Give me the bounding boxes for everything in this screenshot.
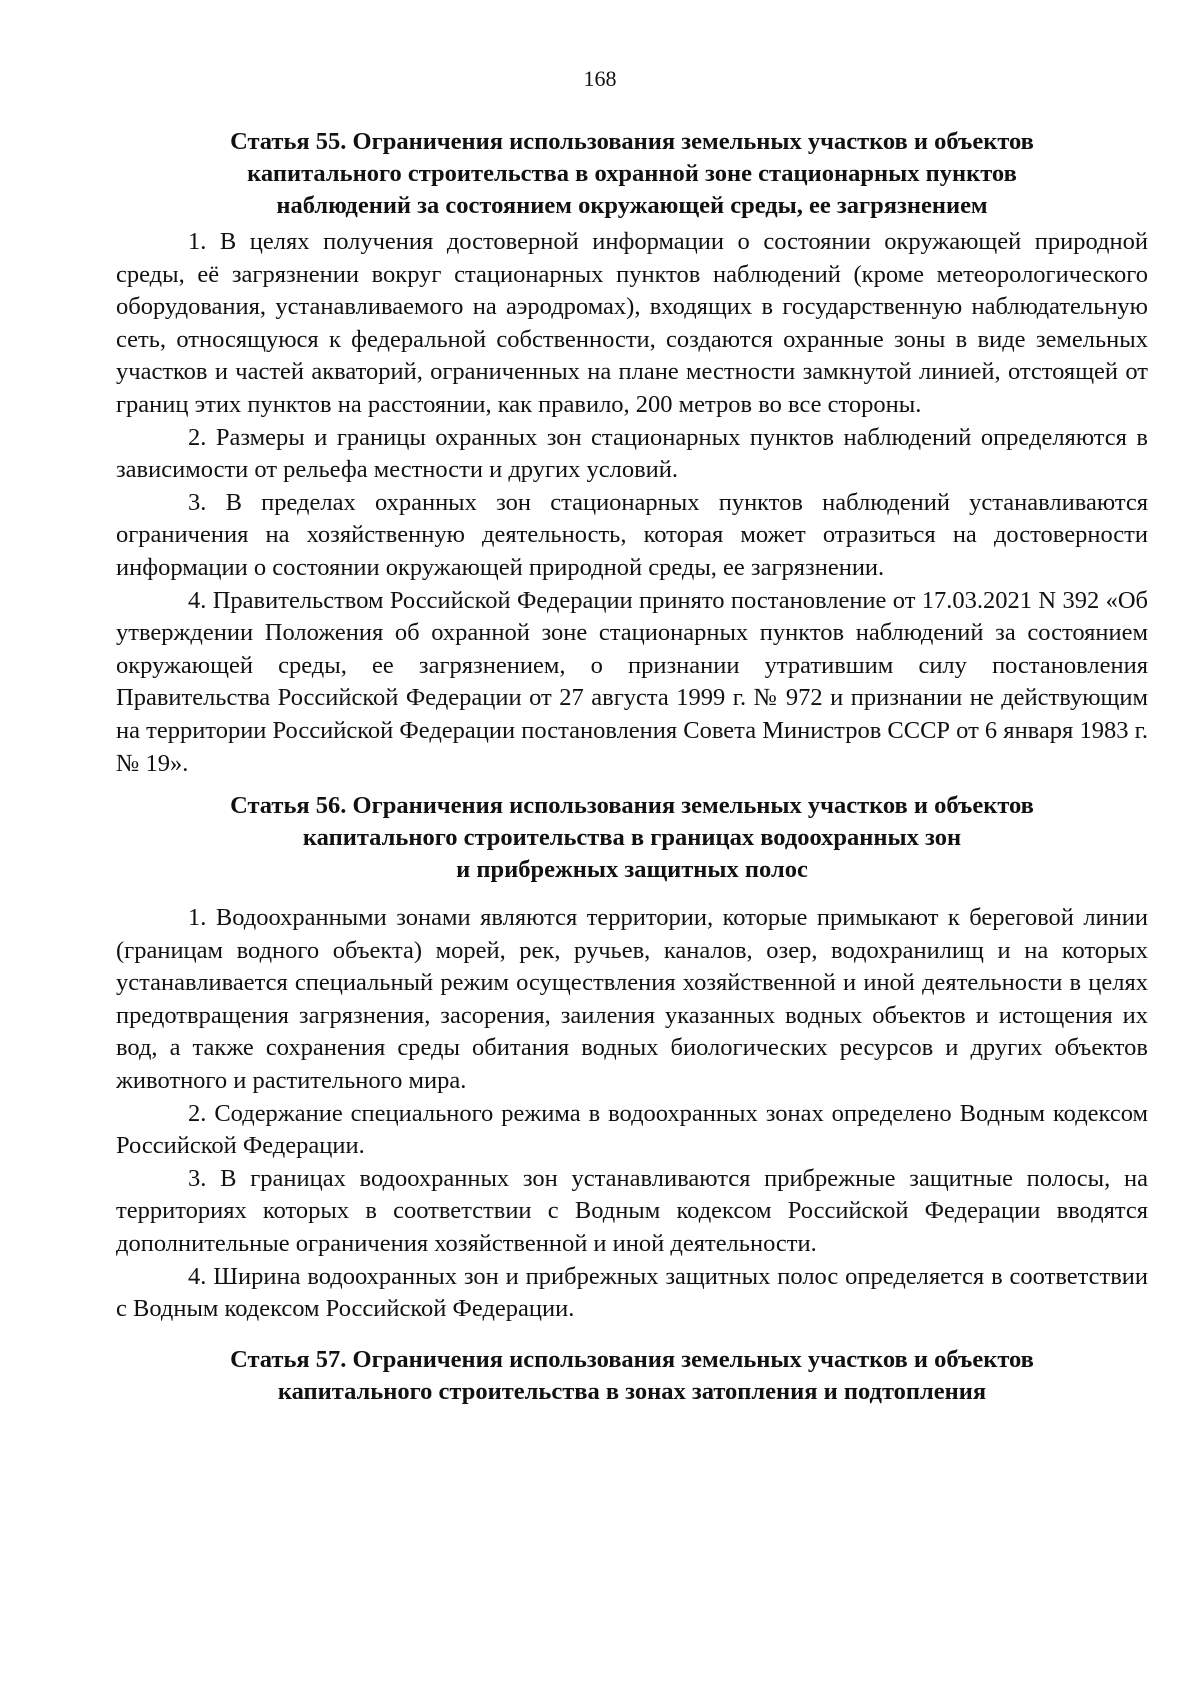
article-55: [116, 126, 1148, 780]
article-title-line: капитального строительства в охранной зоне стационарных пунктов: [247, 160, 1017, 187]
article-56-paragraph-3: 3. В границах водоохранных зон устанавливаются прибрежные защитные полосы, на территориях которых в соответствии с Водным кодексом Российской Федерации вводятся дополнительные ограничения хозяйственной и иной деятельности.: [116, 1164, 1148, 1258]
article-56-title: [116, 790, 1148, 886]
article-56-paragraph-1: 1. Водоохранными зонами являются территории, которые примыкают к береговой линии (границам водного объекта) морей, рек, ручьев, каналов, озер, водохранилищ и на которых устанавливается специальный режим осуществления хозяйственной и иной деятельности в целях предотвращения загрязнения, засорения, заиления указанных водных объектов и истощения их вод, а также сохранения среды обитания водных биологических ресурсов и других объектов животного и растительного мира.: [116, 904, 1148, 1095]
article-title-line: капитального строительства в зонах затопления и подтопления: [277, 1377, 987, 1405]
article-56-paragraph-2: 2. Содержание специального режима в водоохранных зонах определено Водным кодексом Российской Федерации.: [116, 1099, 1148, 1160]
article-55-paragraph-2: 2. Размеры и границы охранных зон стационарных пунктов наблюдений определяются в зависимости от рельефа местности и других условий.: [116, 423, 1148, 484]
article-57: [116, 1344, 1148, 1408]
article-title-line: Статья 57. Ограничения использования земельных участков и объектов: [230, 1345, 1034, 1373]
article-56-paragraph-4: 4. Ширина водоохранных зон и прибрежных защитных полос определяется в соответствии с Водным кодексом Российской Федерации.: [116, 1262, 1148, 1323]
article-title-line: капитального строительства в границах водоохранных зон: [302, 824, 962, 852]
article-title-line: Статья 56. Ограничения использования земельных участков и объектов: [230, 792, 1034, 820]
article-title-line: Статья 55. Ограничения использования земельных участков и объектов: [230, 128, 1034, 155]
article-title-line: наблюдений за состоянием окружающей среды, ее загрязнением: [276, 192, 988, 219]
article-55-title: [116, 126, 1148, 222]
article-55-paragraph-1: 1. В целях получения достоверной информации о состоянии окружающей природной среды, её загрязнении вокруг стационарных пунктов наблюдений (кроме метеорологического оборудования, устанавливаемого на аэродромах), входящих в государственную наблюдательную сеть, относящуюся к федеральной собственности, создаются охранные зоны в виде земельных участков и частей акваторий, ограниченных на плане местности замкнутой линией, отстоящей от границ этих пунктов на расстоянии, как правило, 200 метров во все стороны.: [116, 228, 1148, 418]
article-55-paragraph-4: 4. Правительством Российской Федерации принято постановление от 17.03.2021 N 392 «Об утверждении Положения об охранной зоне стационарных пунктов наблюдений за состоянием окружающей среды, ее загрязнением, о признании утратившим силу постановления Правительства Российской Федерации от 27 августа 1999 г. № 972 и признании не действующим на территории Российской Федерации постановления Совета Министров СССР от 6 января 1983 г. № 19».: [116, 586, 1148, 777]
document-body: [116, 126, 1148, 1408]
article-55-paragraph-3: 3. В пределах охранных зон стационарных пунктов наблюдений устанавливаются ограничения на хозяйственную деятельность, которая может отразиться на достоверности информации о состоянии окружающей природной среды, ее загрязнении.: [116, 488, 1148, 581]
article-title-line: и прибрежных защитных полос: [456, 856, 808, 884]
article-57-title: [116, 1344, 1148, 1408]
page-number: 168: [583, 66, 617, 91]
article-56: [116, 790, 1148, 1326]
